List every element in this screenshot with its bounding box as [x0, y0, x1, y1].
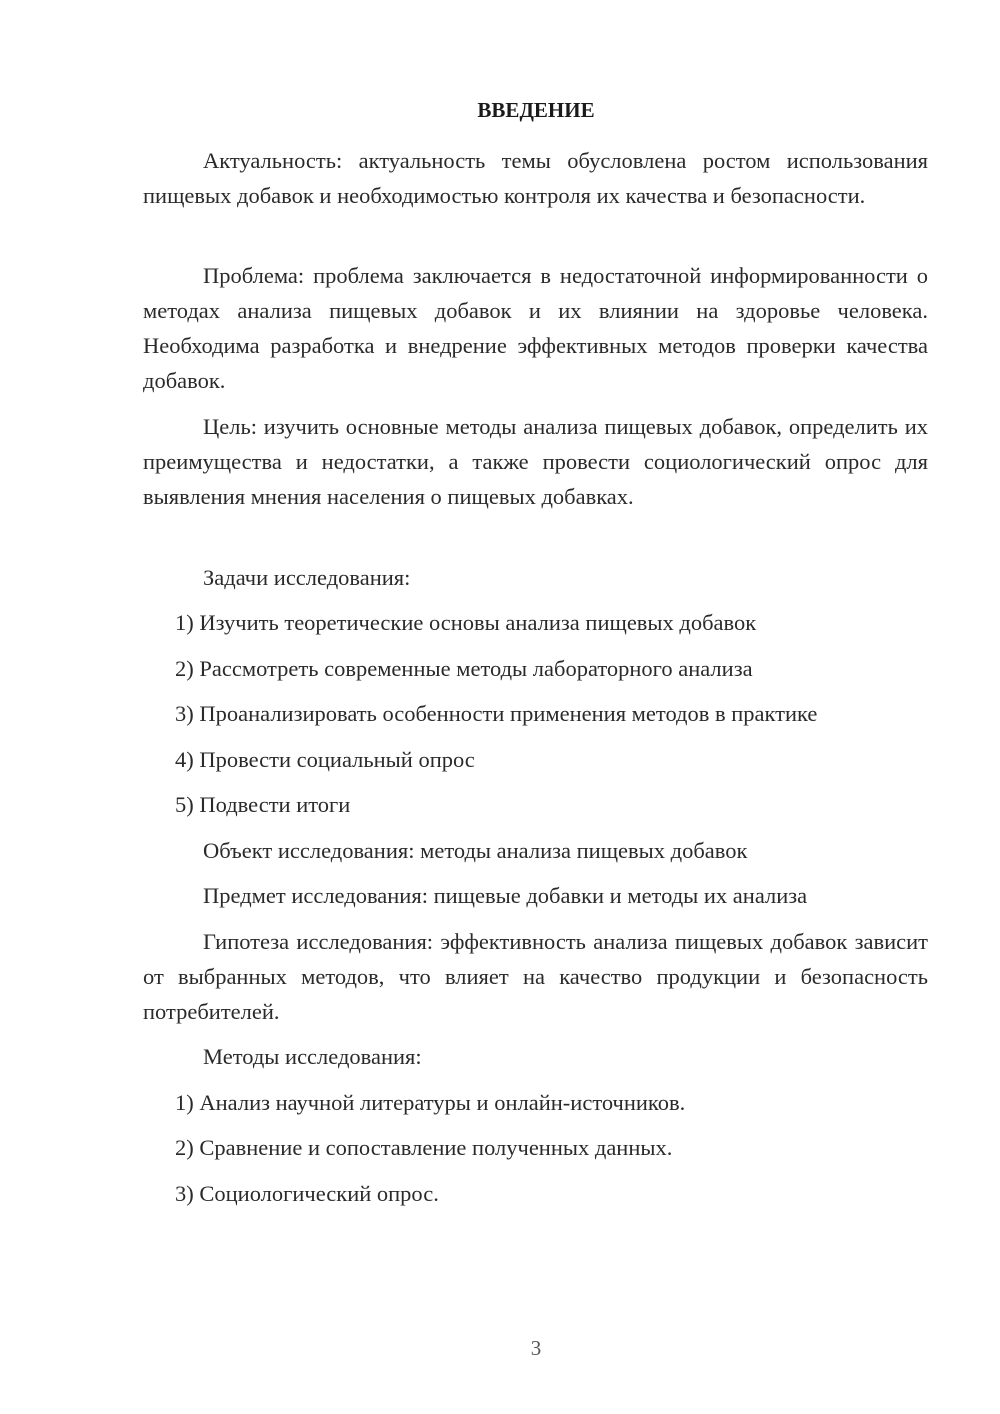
method-item: 2) Сравнение и сопоставление полученных данных. — [175, 1135, 673, 1160]
goal-paragraph: Цель: изучить основные методы анализа пищевых добавок, определить их преимущества и недостатки, а также провести социологический опрос для выявления мнения населения о пищевых добавках. — [143, 414, 928, 509]
tasks-heading: Задачи исследования: — [203, 565, 411, 590]
problem-paragraph: Проблема: проблема заключается в недостаточной информированности о методах анализа пищевых добавок и их влиянии на здоровье человека. Необходима разработка и внедрение эффективных методов проверки качества добавок. — [143, 263, 928, 393]
task-item: 3) Проанализировать особенности применения методов в практике — [175, 701, 818, 726]
research-subject: Предмет исследования: пищевые добавки и методы их анализа — [203, 883, 808, 908]
task-item: 5) Подвести итоги — [175, 792, 351, 817]
relevance-paragraph: Актуальность: актуальность темы обусловлена ростом использования пищевых добавок и необходимостью контроля их качества и безопасности. — [143, 148, 928, 208]
page-title: ВВЕДЕНИЕ — [477, 98, 595, 122]
page-number: 3 — [530, 1336, 542, 1360]
task-item: 2) Рассмотреть современные методы лабораторного анализа — [175, 656, 753, 681]
method-item: 3) Социологический опрос. — [175, 1181, 439, 1206]
task-item: 1) Изучить теоретические основы анализа пищевых добавок — [175, 610, 757, 635]
task-item: 4) Провести социальный опрос — [175, 747, 475, 772]
research-object: Объект исследования: методы анализа пищевых добавок — [203, 838, 748, 863]
methods-heading: Методы исследования: — [203, 1044, 422, 1069]
method-item: 1) Анализ научной литературы и онлайн-источников. — [175, 1090, 686, 1115]
hypothesis-paragraph: Гипотеза исследования: эффективность анализа пищевых добавок зависит от выбранных методов, что влияет на качество продукции и безопасность потребителей. — [143, 929, 928, 1024]
